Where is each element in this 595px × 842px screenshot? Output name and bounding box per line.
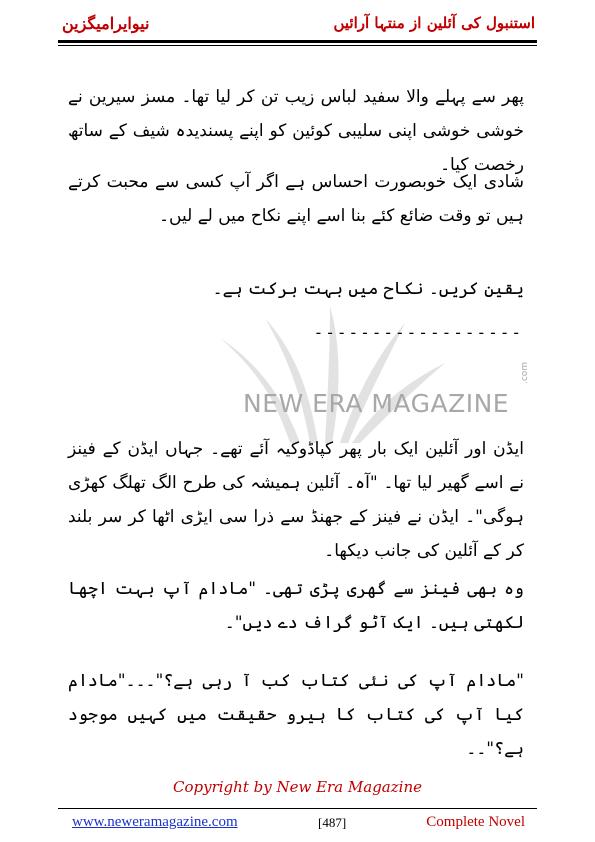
section-divider: ------------------ [313, 323, 523, 342]
header-rule-thin [58, 45, 537, 46]
paragraph-5: وہ بھی فینز سے گھری پڑی تھی۔ "مادام آپ بہت اچھا لکھتی ہیں۔ ایک آٹو گراف دے دیں"۔ [68, 579, 524, 633]
page-number: [487] [318, 815, 347, 830]
copyright-notice: Copyright by New Era Magazine [173, 778, 422, 796]
paragraph-1: پھر سے پہلے والا سفید لباس زیب تن کر لیا تھا۔ مسز سیرین نے خوشی خوشی اپنی سلیبی کوئین کو اپنے پسندیدہ شیف کے ساتھ رخصت کیا۔ [68, 87, 524, 175]
paragraph-3: یقین کریں۔ نکاح میں بہت برکت ہے۔ [212, 279, 524, 299]
paragraph-4: ایڈن اور آئلین ایک بار پھر کپاڈوکیہ آئے تھے۔ جہاں ایڈن کے فینز نے اسے گھیر لیا تھا۔ "آہ۔ آئلین ہمیشہ کی طرح الگ تھلگ کھڑی ہوگی"۔ ایڈن نے فینز کے جھنڈ سے ذرا سی ایڑی اٹھا کر سر بلند کر کے آئلین کی جانب دیکھا۔ [68, 439, 524, 561]
magazine-brand: نیوایرامیگزین [62, 14, 150, 33]
novel-title: استنبول کی آئلین از منتہا آرائیں [333, 14, 535, 32]
watermark-text: NEW ERA MAGAZINE [243, 389, 510, 418]
paragraph-2: شادی ایک خوبصورت احساس ہے اگر آپ کسی سے محبت کرتے ہیں تو وقت ضائع کئے بنا اسے اپنے نکاح میں لے لیں۔ [68, 172, 524, 226]
watermark-logo-icon [180, 298, 480, 448]
paragraph-6: "مادام آپ کی نئی کتاب کب آ رہی ہے؟"۔۔۔"مادام کیا آپ کی کتاب کا ہیرو حقیقت میں کہیں موجود ہے؟"۔۔ [68, 671, 524, 759]
header-rule-thick [58, 40, 537, 43]
website-link[interactable]: www.neweramagazine.com [72, 814, 238, 830]
footer-rule [58, 808, 537, 809]
watermark-suffix: .com [520, 361, 530, 384]
novel-type-label: Complete Novel [426, 814, 525, 830]
